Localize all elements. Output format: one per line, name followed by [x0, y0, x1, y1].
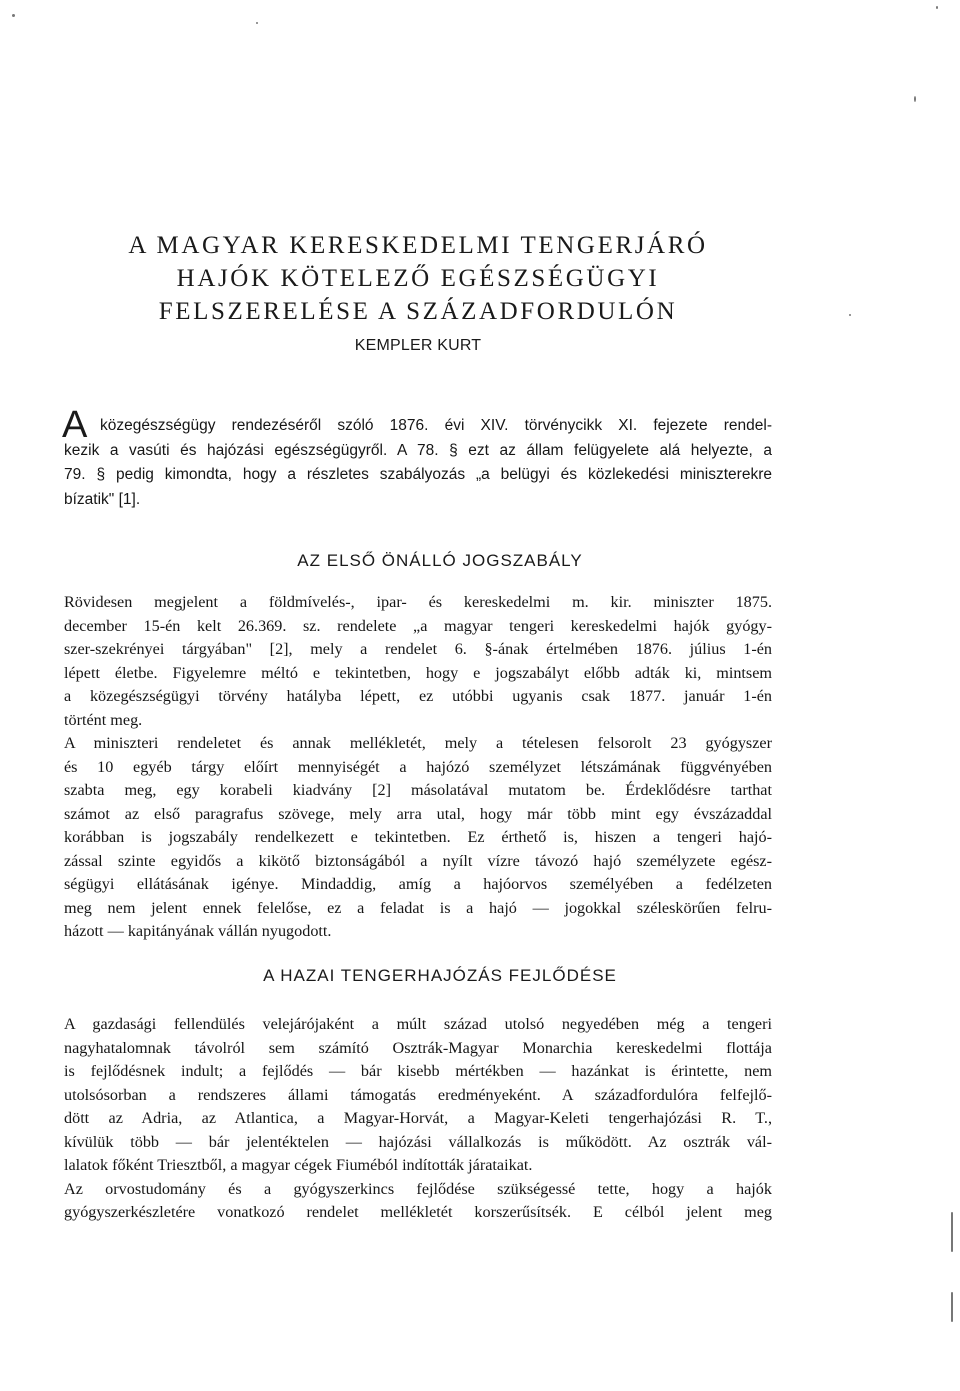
intro-line: bízatik" [1].: [64, 490, 141, 508]
body-line: is fejlődésnek indult; a fejlődés — bár kisebb mértékben — hazánkat is érintette, nem: [64, 1062, 772, 1080]
body-line: és 10 egyéb tárgy előírt mennyiségét a hajózó személyzet létszámának függvényében: [64, 757, 772, 776]
body-line: kívülük több — bár jelentéktelen — hajózási vállalkozás is működött. Az osztrák vál-: [64, 1132, 772, 1151]
body-line: utolsósorban a rendszeres állami támogatás eredményeként. A századfordulóra felfejlő-: [64, 1085, 772, 1104]
body-line: szer-szekrényei tárgyában" [2], mely a rendelet 6. §-ának értelmében 1876. július 1-én: [64, 640, 772, 658]
body-line: december 15-én kelt 26.369. sz. rendelete „a magyar tengeri kereskedelmi hajók gyógy-: [64, 616, 772, 635]
body-line: nagyhatalomnak távolról sem számító Osztrák-Magyar Monarchia kereskedelmi flottája: [64, 1038, 772, 1057]
body-line: a közegészségügyi törvény hatályba lépett, ez utóbbi ugyanis csak 1877. január 1-én: [64, 687, 772, 705]
author-name: KEMPLER KURT: [354, 337, 482, 354]
intro-line: 79. § pedig kimondta, hogy a részletes szabályozás „a belügyi és közlekedési miniszterekre: [64, 466, 772, 483]
section-heading: A HAZAI TENGERHAJÓZÁS FEJLŐDÉSE: [263, 966, 617, 985]
intro-paragraph: [62, 404, 772, 512]
body-line: történt meg.: [64, 710, 143, 729]
scan-speck: [951, 1212, 953, 1252]
scan-speck: [256, 22, 258, 24]
section-1-body: [64, 591, 772, 944]
scan-speck: [12, 14, 15, 17]
body-line: házott — kapitányának vállán nyugodott.: [64, 922, 332, 940]
section-2-body: [64, 1013, 772, 1225]
scan-speck: [849, 314, 851, 316]
title-line-3: FELSZERELÉSE A SZÁZADFORDULÓN: [158, 298, 678, 325]
drop-cap: A: [62, 404, 88, 446]
title-line-1: A MAGYAR KERESKEDELMI TENGERJÁRÓ: [128, 232, 708, 259]
body-line: lépett életbe. Figyelemre méltó e tekintetben, hogy e jogszabályt előbb adták ki, mintsem: [64, 663, 772, 682]
intro-line: kezik a vasúti és hajózási egészségügyről. A 78. § ezt az állam felügyelete alá helyezte, a: [64, 441, 772, 459]
article-title: [0, 229, 836, 328]
body-line: Az orvostudomány és a gyógyszerkincs fejlődése szükségessé tette, hogy a hajók: [64, 1179, 772, 1198]
body-line: dött az Adria, az Atlantica, a Magyar-Horvát, a Magyar-Keleti tengerhajózási R. T.,: [64, 1109, 772, 1127]
body-line: lalatok főként Triesztből, a magyar cégek Fiuméból indították járataikat.: [64, 1156, 533, 1174]
body-line: Rövidesen megjelent a földmívelés-, ipar- és kereskedelmi m. kir. miniszter 1875.: [64, 593, 772, 611]
body-line: A gazdasági fellendülés velejárójaként a múlt század utolsó negyedében még a tengeri: [64, 1015, 772, 1033]
body-line: A miniszteri rendeletet és annak mellékletét, mely a tételesen felsorolt 23 gyógyszer: [64, 734, 772, 752]
body-line: gyógyszerkészletére vonatkozó rendelet mellékletét korszerűsítsék. E célból jelent meg: [64, 1203, 772, 1221]
body-line: szabta meg, egy korabeli kiadvány [2] másolatával mutatom be. Érdeklődésre tarthat: [64, 781, 772, 799]
body-line: ségügyi ellátásának igénye. Mindaddig, amíg a hajóorvos személyében a fedélzeten: [64, 875, 772, 893]
scan-speck: [936, 6, 938, 9]
body-line: számot az első paragrafus szövege, mely arra utal, hogy már több mint egy évszázaddal: [64, 804, 772, 823]
body-line: zással szinte egyidős a kikötő biztonságából a nyílt vízre távozó hajó személyzete egész-: [64, 851, 772, 870]
intro-line: közegészségügy rendezéséről szóló 1876. évi XIV. törvénycikk XI. fejezete rendel-: [100, 417, 772, 434]
scan-speck: [951, 1292, 953, 1322]
body-line: korábban is jogszabály rendelkezett e tekintetben. Ez érthető is, hiszen a tengeri hajó-: [64, 828, 772, 846]
body-line: meg nem jelent ennek felelőse, ez a feladat is a hajó — jogokkal széleskörűen felru-: [64, 898, 772, 917]
title-line-2: HAJÓK KÖTELEZŐ EGÉSZSÉGÜGYI: [176, 265, 660, 292]
section-heading: AZ ELSŐ ÖNÁLLÓ JOGSZABÁLY: [297, 551, 583, 570]
scan-speck: [914, 96, 916, 102]
